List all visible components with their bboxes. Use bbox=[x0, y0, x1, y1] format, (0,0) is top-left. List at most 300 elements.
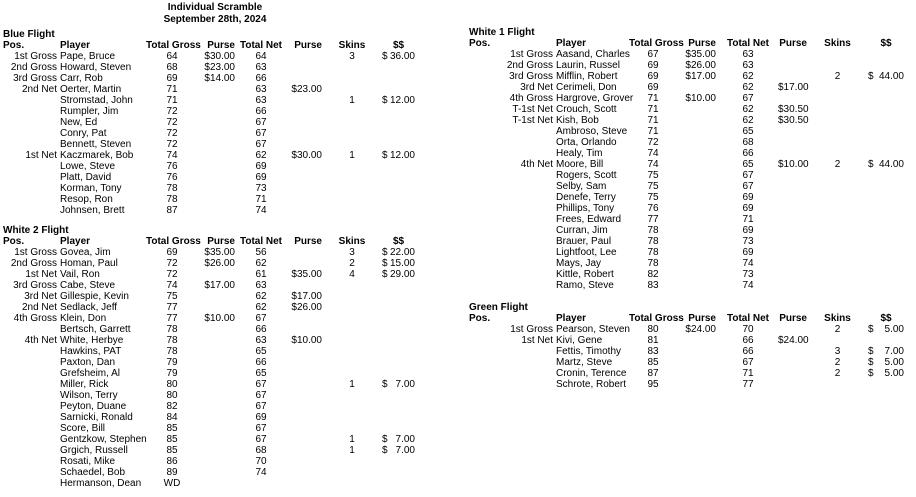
col-header-purse-net: Purse bbox=[294, 40, 322, 51]
winnings-cell bbox=[380, 139, 417, 150]
total-gross-cell: 69 bbox=[166, 247, 178, 258]
purse-gross-cell bbox=[677, 357, 718, 368]
skins-cell bbox=[324, 302, 380, 313]
header-row bbox=[3, 40, 417, 51]
total-gross-cell: 72 bbox=[647, 137, 659, 148]
pos-cell bbox=[3, 194, 57, 205]
purse-net-cell bbox=[778, 93, 809, 104]
player-row bbox=[469, 214, 906, 225]
header-row bbox=[3, 236, 417, 247]
total-gross-cell: 76 bbox=[166, 161, 178, 172]
purse-gross-cell bbox=[677, 82, 718, 93]
total-gross-cell: 69 bbox=[647, 82, 659, 93]
purse-net-cell bbox=[285, 401, 324, 412]
skins-cell bbox=[809, 280, 866, 291]
player-cell: Oerter, Martin bbox=[60, 84, 122, 95]
winnings-cell bbox=[866, 71, 906, 82]
purse-net-cell bbox=[285, 434, 324, 445]
purse-net-cell: $10.00 bbox=[778, 159, 809, 170]
dollar-sign: $ bbox=[382, 247, 388, 258]
purse-gross-cell: $24.00 bbox=[685, 324, 716, 335]
pos-cell: 2nd Gross bbox=[10, 62, 57, 73]
total-gross-cell: 87 bbox=[647, 368, 659, 379]
player-cell: Pearson, Steven bbox=[556, 324, 630, 335]
purse-gross-cell bbox=[198, 456, 237, 467]
col-header-total-gross: Total Gross bbox=[146, 40, 201, 51]
purse-net-cell bbox=[778, 269, 809, 280]
winnings-cell bbox=[380, 183, 417, 194]
skins-cell bbox=[809, 82, 866, 93]
purse-gross-cell bbox=[198, 357, 237, 368]
pos-cell: 2nd Gross bbox=[10, 258, 57, 269]
skins-cell bbox=[809, 137, 866, 148]
player-row bbox=[3, 51, 417, 62]
results-table bbox=[469, 313, 906, 390]
flight-rows bbox=[3, 51, 417, 216]
purse-net-cell bbox=[778, 126, 809, 137]
amount-value: 44.00 bbox=[878, 159, 904, 170]
total-gross-cell: 95 bbox=[647, 379, 659, 390]
amount-value: 5.00 bbox=[884, 357, 904, 368]
dollar-sign: $ bbox=[382, 258, 388, 269]
flight-section-white1 bbox=[469, 27, 906, 291]
total-net-cell: 67 bbox=[742, 357, 754, 368]
total-net-cell: 61 bbox=[255, 269, 267, 280]
col-header-pos: Pos. bbox=[469, 38, 491, 49]
player-cell: Homan, Paul bbox=[60, 258, 118, 269]
player-cell: White, Herbye bbox=[60, 335, 124, 346]
player-row bbox=[469, 137, 906, 148]
purse-net-cell bbox=[778, 71, 809, 82]
player-cell: Carr, Rob bbox=[60, 73, 103, 84]
player-row bbox=[469, 346, 906, 357]
purse-net-cell bbox=[778, 170, 809, 181]
col-header-pos: Pos. bbox=[469, 313, 491, 324]
skins-cell: 3 bbox=[834, 346, 841, 357]
player-row bbox=[469, 225, 906, 236]
purse-net-cell bbox=[285, 412, 324, 423]
purse-net-cell bbox=[285, 390, 324, 401]
total-net-cell: 66 bbox=[255, 324, 267, 335]
skins-cell bbox=[324, 401, 380, 412]
winnings-cell bbox=[866, 247, 906, 258]
purse-gross-cell bbox=[677, 236, 718, 247]
total-gross-cell: 75 bbox=[647, 170, 659, 181]
purse-net-cell bbox=[285, 456, 324, 467]
skins-cell bbox=[809, 60, 866, 71]
winnings-cell bbox=[866, 258, 906, 269]
total-net-cell: 66 bbox=[255, 106, 267, 117]
total-gross-cell: 85 bbox=[647, 357, 659, 368]
winnings-cell bbox=[380, 280, 417, 291]
purse-net-cell bbox=[778, 214, 809, 225]
amount-value: 12.00 bbox=[389, 95, 415, 106]
col-header-total-net: Total Net bbox=[726, 38, 770, 49]
player-row bbox=[469, 159, 906, 170]
player-row bbox=[3, 390, 417, 401]
total-gross-cell: 79 bbox=[166, 357, 178, 368]
total-net-cell: 63 bbox=[255, 335, 267, 346]
total-gross-cell: 74 bbox=[647, 148, 659, 159]
player-cell: Hargrove, Grover bbox=[556, 93, 634, 104]
total-net-cell: 62 bbox=[255, 150, 267, 161]
winnings-amount bbox=[866, 368, 906, 379]
total-gross-cell: 77 bbox=[166, 302, 178, 313]
total-net-cell: 69 bbox=[742, 203, 754, 214]
player-cell: Johnsen, Brett bbox=[60, 205, 125, 216]
dollar-sign: $ bbox=[382, 95, 388, 106]
pos-cell bbox=[3, 456, 57, 467]
player-cell: Rogers, Scott bbox=[556, 170, 617, 181]
player-cell: Aasand, Charles bbox=[556, 49, 630, 60]
purse-net-cell bbox=[285, 172, 324, 183]
col-header-total-net: Total Net bbox=[239, 40, 283, 51]
purse-gross-cell bbox=[198, 291, 237, 302]
results-table bbox=[469, 38, 906, 291]
total-gross-cell: 72 bbox=[166, 269, 178, 280]
dollar-sign: $ bbox=[868, 324, 874, 335]
total-gross-cell: 71 bbox=[647, 104, 659, 115]
player-cell: Grgich, Russell bbox=[60, 445, 128, 456]
purse-net-cell bbox=[285, 183, 324, 194]
total-net-cell: 67 bbox=[255, 117, 267, 128]
total-gross-cell: 89 bbox=[166, 467, 178, 478]
winnings-amount bbox=[380, 434, 417, 445]
pos-cell bbox=[469, 126, 553, 137]
player-row bbox=[469, 104, 906, 115]
purse-gross-cell bbox=[198, 161, 237, 172]
player-row bbox=[469, 181, 906, 192]
total-net-cell: 65 bbox=[742, 126, 754, 137]
purse-gross-cell: $35.00 bbox=[204, 247, 235, 258]
skins-cell: 2 bbox=[834, 159, 841, 170]
player-cell: Score, Bill bbox=[60, 423, 106, 434]
skins-cell: 1 bbox=[349, 379, 355, 390]
total-net-cell: 74 bbox=[255, 467, 267, 478]
pos-cell bbox=[3, 478, 57, 489]
player-cell: Kish, Bob bbox=[556, 115, 599, 126]
player-cell: Schaedel, Bob bbox=[60, 467, 126, 478]
total-net-cell: 65 bbox=[742, 159, 754, 170]
amount-value: 5.00 bbox=[884, 368, 904, 379]
player-row bbox=[469, 71, 906, 82]
total-net-cell: 62 bbox=[742, 82, 754, 93]
skins-cell bbox=[324, 357, 380, 368]
total-gross-cell: 80 bbox=[166, 390, 178, 401]
pos-cell bbox=[469, 368, 553, 379]
winnings-cell bbox=[380, 346, 417, 357]
flight-title: White 1 Flight bbox=[469, 27, 535, 38]
purse-gross-cell bbox=[677, 368, 718, 379]
winnings-cell bbox=[866, 225, 906, 236]
purse-gross-cell bbox=[677, 225, 718, 236]
total-net-cell: 77 bbox=[742, 379, 754, 390]
skins-cell: 2 bbox=[834, 368, 841, 379]
total-net-cell: 69 bbox=[255, 412, 267, 423]
player-cell: Paxton, Dan bbox=[60, 357, 116, 368]
purse-net-cell bbox=[285, 258, 324, 269]
skins-cell bbox=[324, 291, 380, 302]
col-header-total-gross: Total Gross bbox=[629, 38, 684, 49]
skins-cell bbox=[809, 214, 866, 225]
winnings-cell bbox=[380, 117, 417, 128]
pos-cell bbox=[3, 368, 57, 379]
winnings-cell bbox=[866, 93, 906, 104]
winnings-amount bbox=[380, 258, 417, 269]
flight-rows bbox=[469, 324, 906, 390]
player-cell: Martz, Steve bbox=[556, 357, 613, 368]
purse-net-cell bbox=[285, 51, 324, 62]
purse-net-cell: $24.00 bbox=[778, 335, 809, 346]
winnings-cell bbox=[866, 379, 906, 390]
amount-value: 7.00 bbox=[395, 379, 415, 390]
player-row bbox=[469, 60, 906, 71]
purse-gross-cell bbox=[677, 192, 718, 203]
flight-title: Blue Flight bbox=[3, 29, 55, 40]
purse-gross-cell bbox=[677, 159, 718, 170]
player-row bbox=[3, 291, 417, 302]
purse-net-cell: $35.00 bbox=[291, 269, 322, 280]
total-gross-cell: 83 bbox=[647, 280, 659, 291]
dollar-sign: $ bbox=[382, 51, 388, 62]
player-row bbox=[3, 205, 417, 216]
dollar-sign: $ bbox=[868, 368, 874, 379]
total-net-cell: 67 bbox=[255, 139, 267, 150]
skins-cell bbox=[324, 73, 380, 84]
skins-cell bbox=[324, 346, 380, 357]
player-cell: Cronin, Terence bbox=[556, 368, 627, 379]
player-row bbox=[3, 346, 417, 357]
winnings-cell bbox=[380, 95, 417, 106]
winnings-amount bbox=[866, 357, 906, 368]
amount-value: 36.00 bbox=[389, 51, 415, 62]
skins-cell bbox=[809, 49, 866, 60]
player-row bbox=[3, 73, 417, 84]
header-row bbox=[469, 313, 906, 324]
purse-gross-cell bbox=[198, 467, 237, 478]
player-cell: Pape, Bruce bbox=[60, 51, 116, 62]
total-net-cell: 73 bbox=[742, 236, 754, 247]
player-row bbox=[469, 324, 906, 335]
amount-value: 7.00 bbox=[395, 445, 415, 456]
purse-gross-cell bbox=[198, 324, 237, 335]
winnings-cell bbox=[380, 150, 417, 161]
winnings-cell bbox=[866, 335, 906, 346]
winnings-cell bbox=[380, 324, 417, 335]
skins-cell bbox=[324, 139, 380, 150]
purse-gross-cell bbox=[677, 346, 718, 357]
purse-gross-cell bbox=[677, 379, 718, 390]
winnings-cell bbox=[380, 379, 417, 390]
purse-net-cell bbox=[778, 137, 809, 148]
purse-net-cell bbox=[285, 423, 324, 434]
results-table bbox=[3, 236, 417, 489]
player-cell: Vail, Ron bbox=[60, 269, 100, 280]
total-gross-cell: 72 bbox=[166, 106, 178, 117]
amount-value: 29.00 bbox=[389, 269, 415, 280]
player-row bbox=[469, 170, 906, 181]
total-gross-cell: 83 bbox=[647, 346, 659, 357]
purse-gross-cell bbox=[677, 247, 718, 258]
purse-gross-cell bbox=[677, 104, 718, 115]
winnings-cell bbox=[380, 390, 417, 401]
player-row bbox=[3, 139, 417, 150]
purse-net-cell bbox=[285, 161, 324, 172]
player-row bbox=[469, 49, 906, 60]
purse-net-cell bbox=[778, 247, 809, 258]
skins-cell: 2 bbox=[834, 71, 841, 82]
player-row bbox=[3, 117, 417, 128]
dollar-sign: $ bbox=[868, 71, 874, 82]
dollar-sign: $ bbox=[382, 269, 388, 280]
total-gross-cell: 87 bbox=[166, 205, 178, 216]
player-cell: Crouch, Scott bbox=[556, 104, 617, 115]
total-net-cell: 67 bbox=[255, 379, 267, 390]
skins-cell bbox=[324, 335, 380, 346]
col-header-total-gross: Total Gross bbox=[629, 313, 684, 324]
pos-cell bbox=[3, 139, 57, 150]
skins-cell bbox=[324, 161, 380, 172]
total-gross-cell: 86 bbox=[166, 456, 178, 467]
pos-cell: 4th Net bbox=[520, 159, 553, 170]
winnings-cell bbox=[866, 60, 906, 71]
player-row bbox=[3, 84, 417, 95]
pos-cell bbox=[469, 214, 553, 225]
purse-net-cell bbox=[285, 280, 324, 291]
total-net-cell: 69 bbox=[742, 192, 754, 203]
skins-cell bbox=[324, 84, 380, 95]
purse-net-cell: $23.00 bbox=[291, 84, 322, 95]
skins-cell: 3 bbox=[349, 51, 355, 62]
winnings-cell bbox=[380, 335, 417, 346]
winnings-cell bbox=[866, 346, 906, 357]
winnings-cell bbox=[380, 205, 417, 216]
player-row bbox=[469, 357, 906, 368]
total-gross-cell: WD bbox=[163, 478, 181, 489]
player-cell: Kaczmarek, Bob bbox=[60, 150, 134, 161]
total-net-cell: 70 bbox=[742, 324, 754, 335]
total-net-cell: 74 bbox=[255, 205, 267, 216]
player-row bbox=[3, 313, 417, 324]
player-cell: Rosati, Mike bbox=[60, 456, 116, 467]
purse-net-cell bbox=[778, 192, 809, 203]
purse-gross-cell bbox=[198, 478, 237, 489]
purse-gross-cell: $30.00 bbox=[204, 51, 235, 62]
total-net-cell bbox=[237, 478, 285, 489]
winnings-amount bbox=[380, 379, 417, 390]
pos-cell bbox=[3, 324, 57, 335]
winnings-cell bbox=[866, 115, 906, 126]
player-row bbox=[3, 368, 417, 379]
player-row bbox=[469, 82, 906, 93]
winnings-cell bbox=[380, 258, 417, 269]
player-row bbox=[3, 412, 417, 423]
player-row bbox=[3, 456, 417, 467]
pos-cell bbox=[469, 170, 553, 181]
col-header-player: Player bbox=[556, 313, 587, 324]
purse-gross-cell: $14.00 bbox=[204, 73, 235, 84]
skins-cell bbox=[809, 104, 866, 115]
amount-value: 7.00 bbox=[395, 434, 415, 445]
purse-net-cell bbox=[778, 346, 809, 357]
col-header-pos: Pos. bbox=[3, 236, 25, 247]
player-cell: Govea, Jim bbox=[60, 247, 111, 258]
pos-cell: T-1st Net bbox=[512, 115, 553, 126]
player-row bbox=[3, 258, 417, 269]
winnings-amount bbox=[866, 71, 906, 82]
amount-value: 12.00 bbox=[389, 150, 415, 161]
purse-gross-cell: $26.00 bbox=[685, 60, 716, 71]
winnings-cell bbox=[380, 445, 417, 456]
col-header-skins: Skins bbox=[824, 313, 851, 324]
winnings-cell bbox=[380, 467, 417, 478]
dollar-sign: $ bbox=[382, 150, 388, 161]
winnings-cell bbox=[866, 357, 906, 368]
purse-gross-cell bbox=[198, 445, 237, 456]
player-cell: Hermanson, Dean bbox=[60, 478, 142, 489]
purse-net-cell bbox=[285, 445, 324, 456]
total-gross-cell: 76 bbox=[647, 203, 659, 214]
purse-gross-cell bbox=[198, 379, 237, 390]
winnings-cell bbox=[866, 181, 906, 192]
total-gross-cell: 78 bbox=[647, 236, 659, 247]
purse-net-cell bbox=[285, 194, 324, 205]
winnings-cell bbox=[380, 434, 417, 445]
skins-cell: 1 bbox=[349, 434, 355, 445]
amount-value: 15.00 bbox=[389, 258, 415, 269]
winnings-cell bbox=[380, 423, 417, 434]
skins-cell: 4 bbox=[349, 269, 355, 280]
player-cell: Wilson, Terry bbox=[60, 390, 118, 401]
purse-net-cell bbox=[778, 236, 809, 247]
purse-gross-cell: $10.00 bbox=[685, 93, 716, 104]
purse-net-cell: $10.00 bbox=[291, 335, 322, 346]
pos-cell bbox=[3, 95, 57, 106]
pos-cell: 3rd Gross bbox=[509, 71, 553, 82]
purse-net-cell bbox=[285, 467, 324, 478]
total-gross-cell: 76 bbox=[166, 172, 178, 183]
purse-gross-cell bbox=[677, 280, 718, 291]
winnings-cell bbox=[380, 84, 417, 95]
purse-gross-cell bbox=[198, 84, 237, 95]
total-net-cell: 71 bbox=[742, 214, 754, 225]
total-gross-cell: 75 bbox=[166, 291, 178, 302]
total-net-cell: 68 bbox=[255, 445, 267, 456]
pos-cell bbox=[3, 401, 57, 412]
pos-cell bbox=[3, 106, 57, 117]
winnings-cell bbox=[380, 291, 417, 302]
total-net-cell: 67 bbox=[255, 423, 267, 434]
purse-net-cell bbox=[285, 117, 324, 128]
pos-cell: 2nd Net bbox=[21, 84, 57, 95]
player-row bbox=[3, 357, 417, 368]
skins-cell bbox=[324, 194, 380, 205]
total-net-cell: 56 bbox=[255, 247, 267, 258]
total-net-cell: 62 bbox=[742, 71, 754, 82]
purse-gross-cell bbox=[198, 172, 237, 183]
player-row bbox=[3, 161, 417, 172]
player-row bbox=[469, 126, 906, 137]
total-net-cell: 63 bbox=[742, 60, 754, 71]
pos-cell bbox=[469, 258, 553, 269]
player-cell: Phillips, Tony bbox=[556, 203, 615, 214]
total-net-cell: 67 bbox=[255, 313, 267, 324]
skins-cell bbox=[324, 62, 380, 73]
purse-net-cell bbox=[285, 247, 324, 258]
purse-net-cell bbox=[778, 357, 809, 368]
skins-cell bbox=[809, 192, 866, 203]
skins-cell bbox=[809, 236, 866, 247]
